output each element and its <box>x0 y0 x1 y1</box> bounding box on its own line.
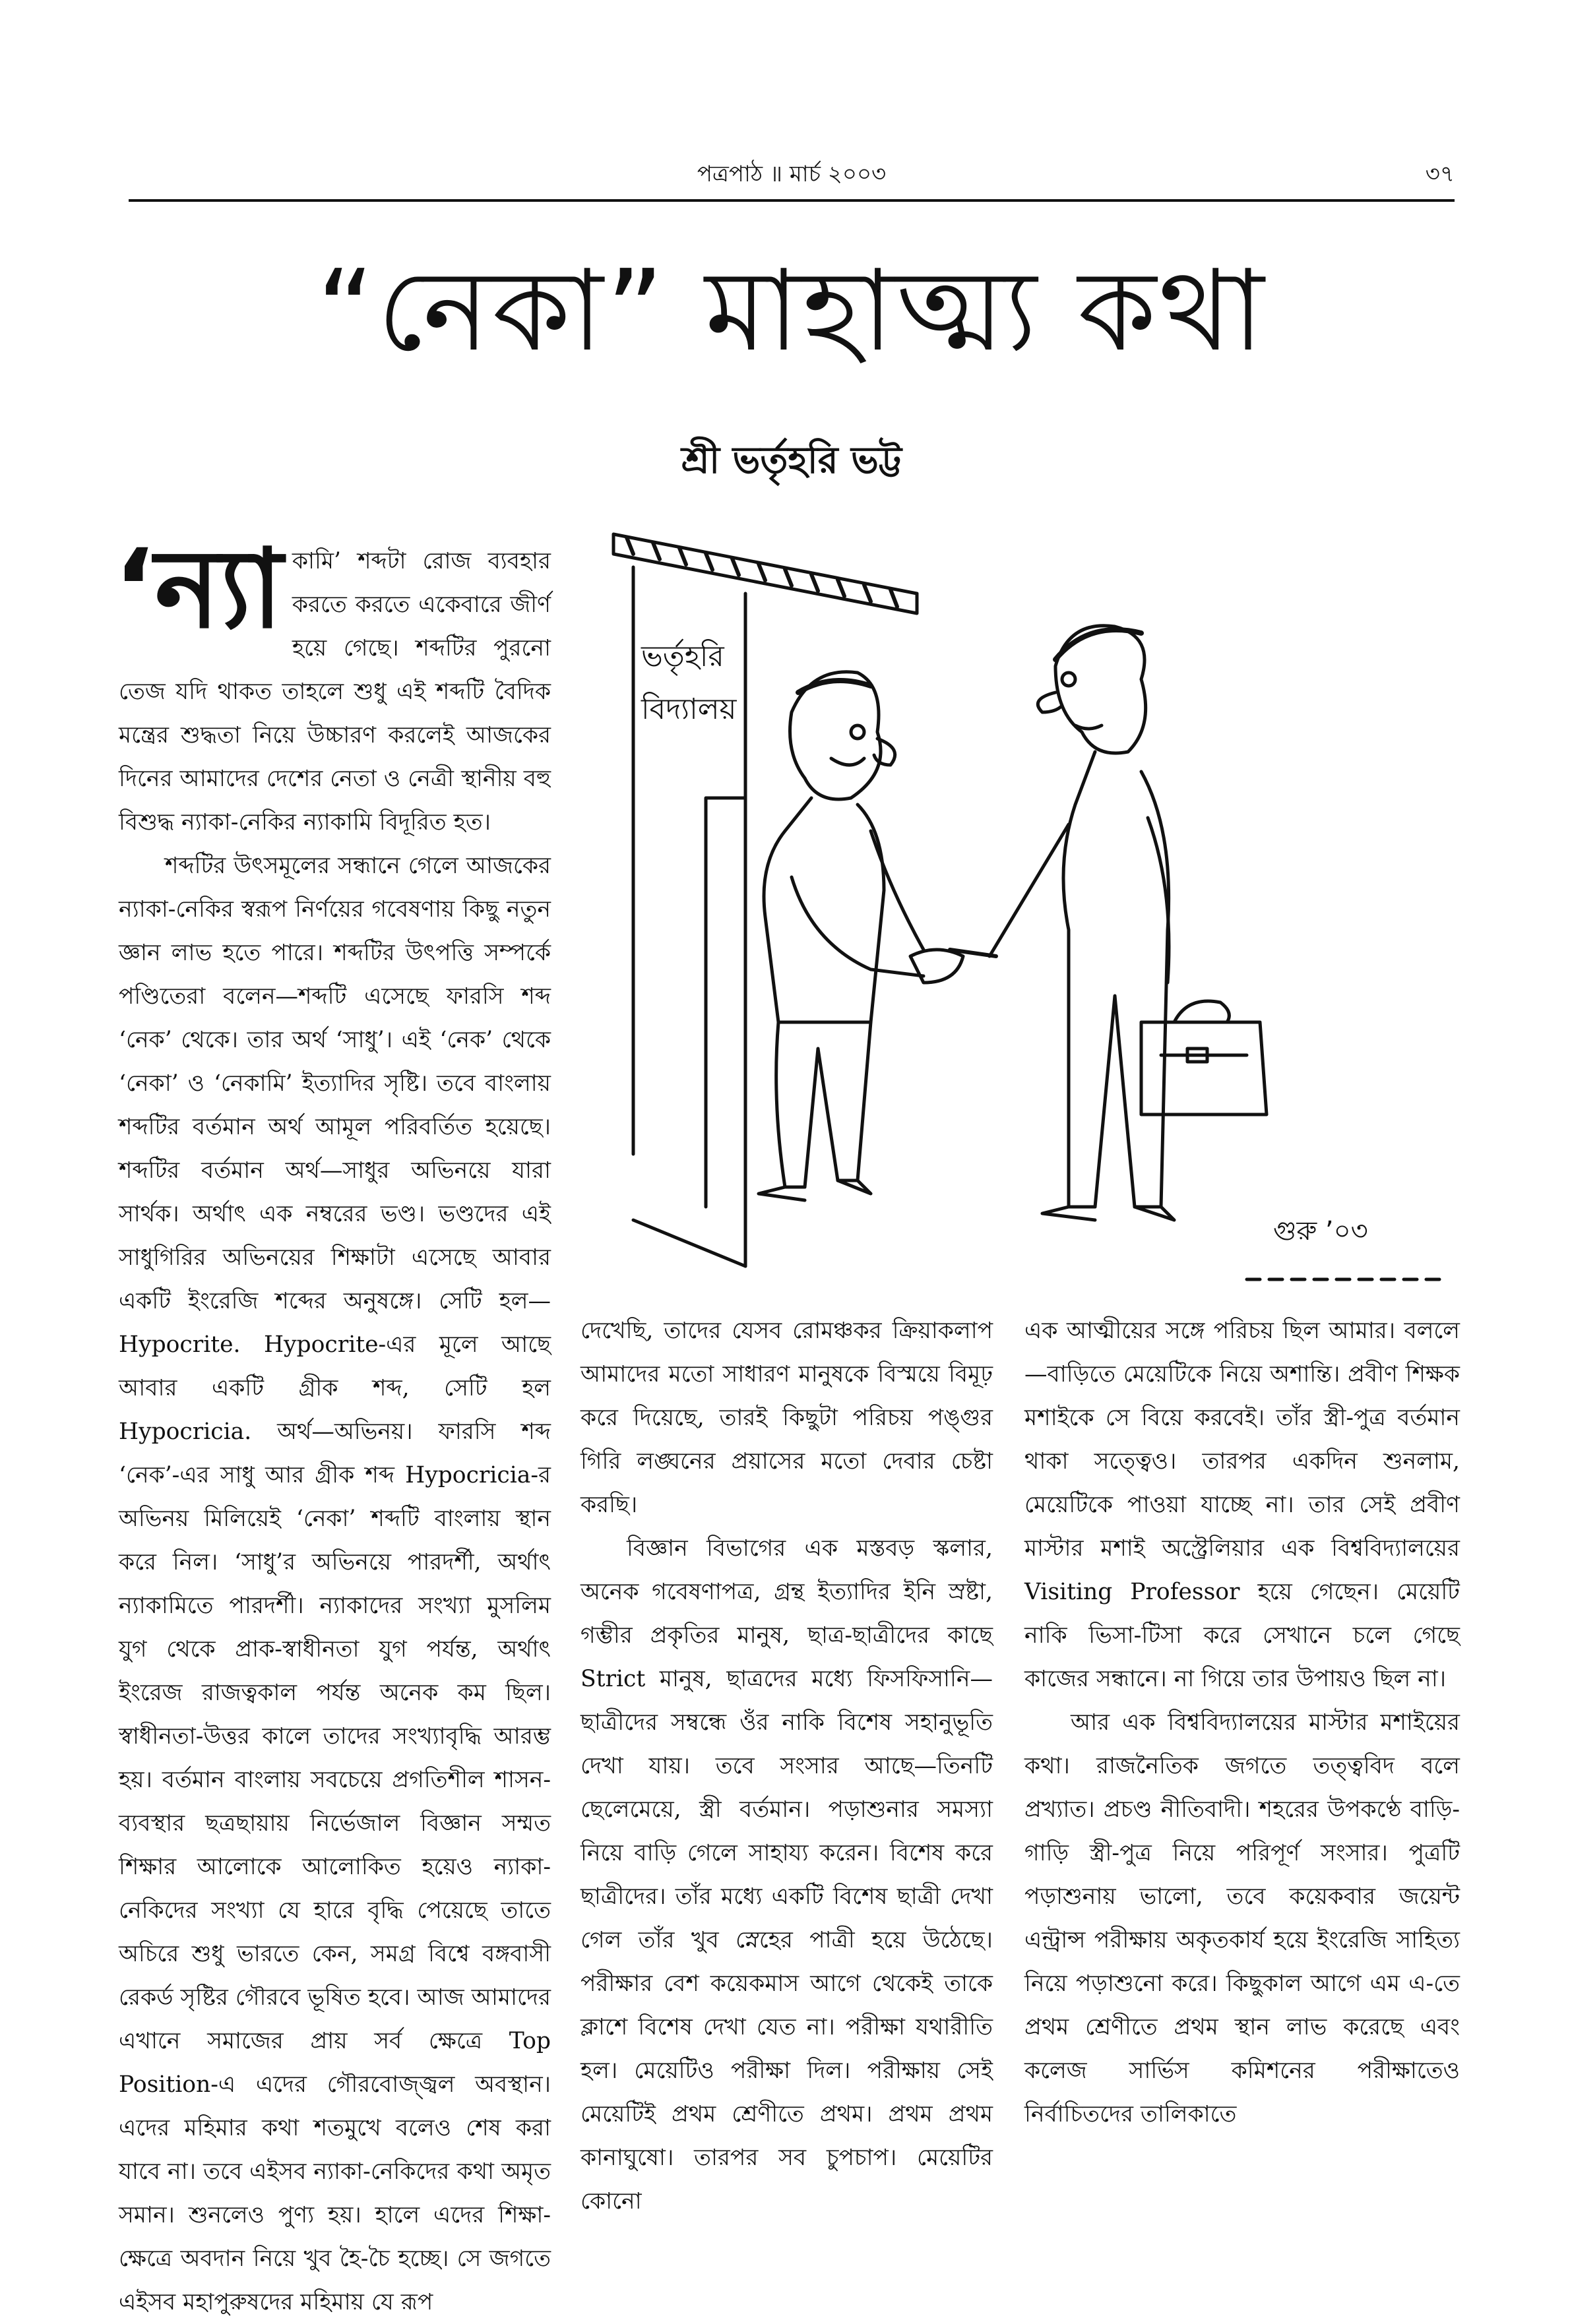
handshake <box>910 950 996 983</box>
paragraph-2: শব্দটির উৎসমূলের সন্ধানে গেলে আজকের ন্যাকা-নেকির স্বরূপ নির্ণয়ের গবেষণায় কিছু নতুন জ্ঞান লাভ হতে পারে। শব্দটির উৎপত্তি সম্পর্কে পণ্ডিতেরা বলেন—শব্দটি এসেছে ফারসি শব্দ ‘নেক’ থেকে। তার অর্থ ‘সাধু’। এই ‘নেক’ থেকে ‘নেকা’ ও ‘নেকামি’ ইত্যাদির সৃষ্টি। তবে বাংলায় শব্দটির বর্তমান অর্থ আমূল পরিবর্তিত হয়েছে। শব্দটির বর্তমান অর্থ—সাধুর অভিনয়ে যারা সার্থক। অর্থাৎ এক নম্বরের ভণ্ড। ভণ্ডদের এই সাধুগিরির অভিনয়ের শিক্ষাটা এসেছে আবার একটি ইংরেজি শব্দের অনুষঙ্গে। সেটি হল—Hypocrite. Hypocrite-এর মূলে আছে আবার একটি গ্রীক শব্দ, সেটি হল Hypocricia. অর্থ—অভিনয়। ফারসি শব্দ ‘নেক’-এর সাধু আর গ্রীক শব্দ Hypocricia-র অভিনয় মিলিয়েই ‘নেকা’ শব্দটি বাংলায় স্থান করে নিল। ‘সাধু’র অভিনয়ে পারদর্শী, অর্থাৎ ন্যাকামিতে পারদর্শী। ন্যাকাদের সংখ্যা মুসলিম যুগ থেকে প্রাক-স্বাধীনতা যুগ পর্যন্ত, অর্থাৎ ইংরেজ রাজত্বকাল পর্যন্ত অনেক কম ছিল। স্বাধীনতা-উত্তর কালে তাদের সংখ্যাবৃদ্ধি আরম্ভ হয়। বর্তমান বাংলায় সবচেয়ে প্রগতিশীল শাসন-ব্যবস্থার ছত্রছায়ায় নির্ভেজাল বিজ্ঞান সম্মত শিক্ষার আলোকে আলোকিত হয়েও ন্যাকা-নেকিদের সংখ্যা যে হারে বৃদ্ধি পেয়েছে তাতে অচিরে শুধু ভারতে কেন, সমগ্র বিশ্বে বঙ্গবাসী রেকর্ড সৃষ্টির গৌরবে ভূষিত হবে। আজ আমাদের এখানে সমাজের প্রায় সর্ব ক্ষেত্রে Top Position-এ এদের গৌরবোজ্জ্বল অবস্থান। এদের মহিমার কথা শতমুখে বলেও শেষ করা যাবে না। তবে এইসব ন্যাকা-নেকিদের কথা অমৃত সমান। শুনলেও পুণ্য হয়। হালে এদের শিক্ষা-ক্ষেত্রে অবদান নিয়ে খুব হৈ-চৈ হচ্ছে। সে জগতে এইসব মহাপুরুষদের মহিমায় যে রূপ <box>119 853 551 2315</box>
column-1 <box>113 526 551 2324</box>
column-2 <box>581 1309 993 2223</box>
paragraph-3: দেখেছি, তাদের যেসব রোমঞ্চকর ক্রিয়াকলাপ আমাদের মতো সাধারণ মানুষকে বিস্ময়ে বিমূঢ় করে দিয়েছে, তারই কিছুটা পরিচয় পঙ্গুর গিরি লঙ্ঘনের প্রয়াসের মতো দেবার চেষ্টা করছি। <box>581 1318 993 1518</box>
paragraph-1 <box>113 526 551 844</box>
paragraph-4: বিজ্ঞান বিভাগের এক মস্তবড় স্কলার, অনেক গবেষণাপত্র, গ্রন্থ ইত্যাদির ইনি স্রষ্টা, গম্ভীর প্রকৃতির মানুষ, ছাত্র-ছাত্রীদের কাছে Strict মানুষ, ছাত্রদের মধ্যে ফিসফিসানি—ছাত্রীদের সম্বন্ধে ওঁর নাকি বিশেষ সহানুভূতি দেখা যায়। তবে সংসার আছে—তিনটি ছেলেমেয়ে, স্ত্রী বর্তমান। পড়াশুনার সমস্যা নিয়ে বাড়ি গেলে সাহায্য করেন। বিশেষ করে ছাত্রীদের। তাঁর মধ্যে একটি বিশেষ ছাত্রী দেখা গেল তাঁর খুব স্নেহের পাত্রী হয়ে উঠেছে। পরীক্ষার বেশ কয়েকমাস আগে থেকেই তাকে ক্লাশে বিশেষ দেখা যেত না। পরীক্ষা যথারীতি হল। মেয়েটিও পরীক্ষা দিল। পরীক্ষায় সেই মেয়েটিই প্রথম শ্রেণীতে প্রথম। প্রথম প্রথম কানাঘুষো। তারপর সব চুপচাপ। মেয়েটির কোনো <box>581 1535 993 2215</box>
article-title: “নেকা” মাহাত্ম্য কথা <box>316 246 1267 377</box>
left-figure <box>759 672 924 1200</box>
header-rule <box>129 199 1455 202</box>
artist-signature: গুরু ’০৩ <box>1273 1216 1368 1246</box>
sign-line-2: বিদ্যালয় <box>641 692 737 726</box>
sign-line-1: ভর্তৃহরি <box>641 640 724 673</box>
paragraph-5: এক আত্মীয়ের সঙ্গে পরিচয় ছিল আমার। বললে—বাড়িতে মেয়েটিকে নিয়ে অশান্তি। প্রবীণ শিক্ষক মশাইকে সে বিয়ে করবেই। তাঁর স্ত্রী-পুত্র বর্তমান থাকা সত্ত্বেও। তারপর একদিন শুনলাম, মেয়েটিকে পাওয়া যাচ্ছে না। তার সেই প্রবীণ মাস্টার মশাই অস্ট্রেলিয়ার এক বিশ্ববিদ্যালয়ের Visiting Professor হয়ে গেছেন। মেয়েটি নাকি ভিসা-টিসা করে সেখানে চলে গেছে কাজের সন্ধানে। না গিয়ে তার উপায়ও ছিল না। <box>1024 1318 1460 1692</box>
cartoon-illustration <box>594 521 1464 1293</box>
paragraph-6: আর এক বিশ্ববিদ্যালয়ের মাস্টার মশাইয়ের কথা। রাজনৈতিক জগতে তত্ত্ববিদ বলে প্রখ্যাত। প্রচণ্ড নীতিবাদী। শহরের উপকণ্ঠে বাড়ি-গাড়ি স্ত্রী-পুত্র নিয়ে পরিপূর্ণ সংসার। পুত্রটি পড়াশুনায় ভালো, তবে কয়েকবার জয়েন্ট এন্ট্রান্স পরীক্ষায় অকৃতকার্য হয়ে ইংরেজি সাহিত্য নিয়ে পড়াশুনো করে। কিছুকাল আগে এম এ-তে প্রথম শ্রেণীতে প্রথম স্থান লাভ করেছে এবং কলেজ সার্ভিস কমিশনের পরীক্ষাতেও নির্বাচিতদের তালিকাতে <box>1024 1709 1460 2127</box>
column-3 <box>1024 1309 1460 2136</box>
signboard <box>641 638 737 726</box>
page-number: ৩৭ <box>1425 161 1455 187</box>
running-head: পত্রপাঠ ॥ মার্চ ২০০৩ <box>697 161 887 187</box>
drop-cap: ‘ন্যা <box>113 526 283 652</box>
running-header <box>129 157 1455 197</box>
briefcase <box>1141 1001 1267 1115</box>
article-byline: শ্রী ভর্তৃহরি ভট্ট <box>681 439 902 482</box>
paragraph-1-text: কামি’ শব্দটা রোজ ব্যবহার করতে করতে একেবারে জীর্ণ হয়ে গেছে। শব্দটির পুরনো তেজ যদি থাকত তাহলে শুধু এই শব্দটি বৈদিক মন্ত্রের শুদ্ধতা নিয়ে উচ্চারণ করলেই আজকের দিনের আমাদের দেশের নেতা ও নেত্রী স্থানীয় বহু বিশুদ্ধ ন্যাকা-নেকির ন্যাকামি বিদূরিত হত। <box>119 548 551 836</box>
awning <box>613 534 917 613</box>
right-figure <box>989 626 1174 1220</box>
